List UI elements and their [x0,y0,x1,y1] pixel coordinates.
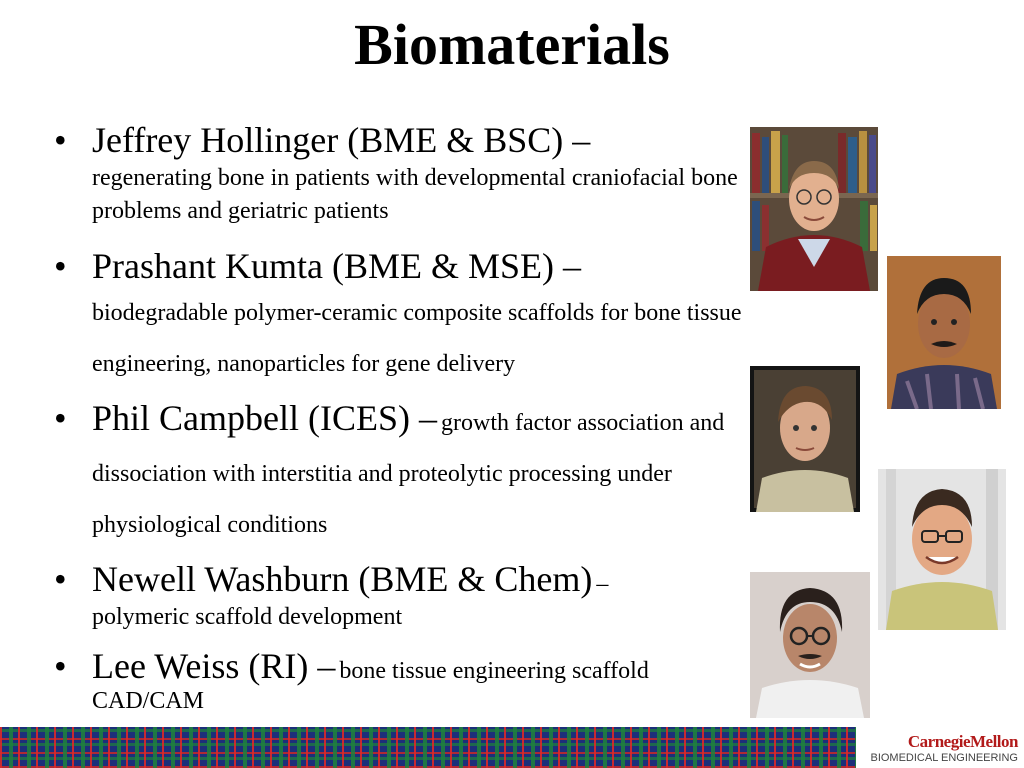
bullet-description: polymeric scaffold development [92,604,403,630]
bullet-name: Phil Campbell (ICES) – [92,398,437,438]
tartan-footer-band [0,727,856,768]
cmu-logo [858,733,1018,765]
bullet-name: Jeffrey Hollinger (BME & BSC) – [92,120,591,160]
bullet-marker: • [54,120,67,160]
bullet-name: Prashant Kumta (BME & MSE) – [92,246,581,286]
photo-campbell [750,366,860,512]
bullet-item [52,557,752,634]
logo-brand: CarnegieMellon [907,732,1018,751]
bullet-description: biodegradable polymer-ceramic composite scaffolds for bone tissue engineering, nanoparticles for gene delivery [92,300,742,377]
bullet-list [52,118,752,715]
logo-department: BIOMEDICAL ENGINEERING [870,752,1018,764]
bullet-item [52,244,752,390]
bullet-description: growth factor association and dissociation with interstitia and proteolytic processing under physiological conditions [92,410,725,538]
bullet-name: Newell Washburn (BME & Chem) [92,559,593,599]
bullet-marker: • [54,398,67,438]
photo-weiss [750,572,870,718]
photo-washburn [878,469,1006,630]
bullet-marker: • [54,646,67,686]
photo-hollinger [750,127,878,291]
bullet-item [52,644,752,715]
slide-title: Biomaterials [354,12,670,77]
bullet-description: regenerating bone in patients with developmental craniofacial bone problems and geriatric patients [92,165,738,224]
bullet-marker: • [54,559,67,599]
bullet-item [52,396,742,551]
photo-kumta [887,256,1001,409]
bullet-dash: – [596,571,609,597]
bullet-description: bone tissue engineering scaffold CAD/CAM [92,658,649,714]
bullet-marker: • [54,246,67,286]
bullet-item [52,118,752,228]
bullet-name: Lee Weiss (RI) – [92,646,336,686]
